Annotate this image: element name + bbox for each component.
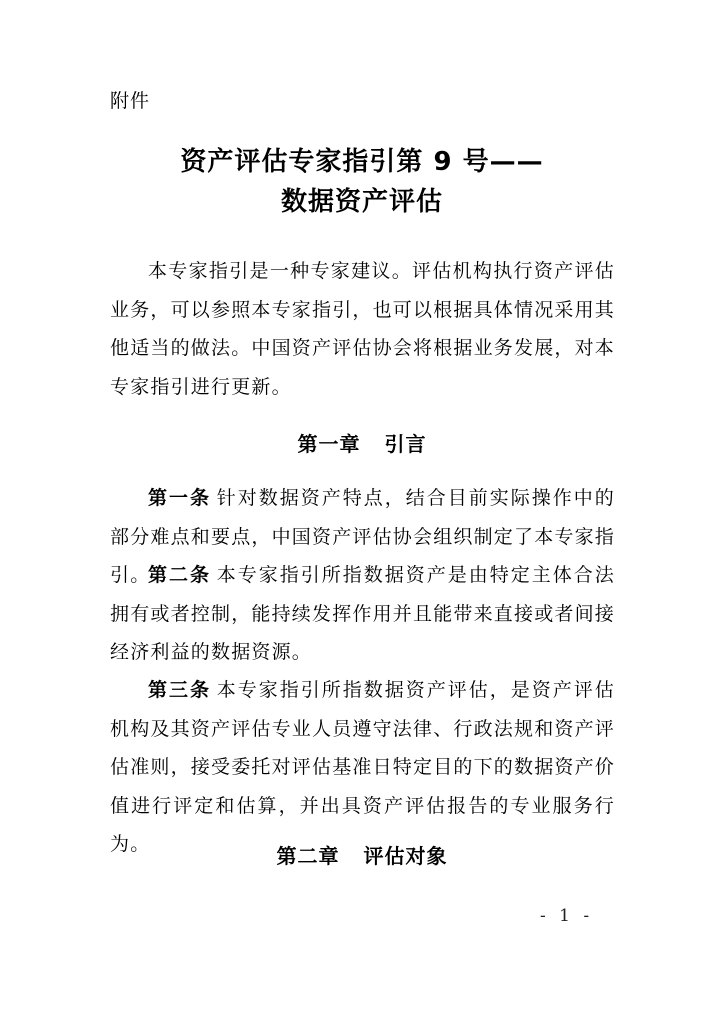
attachment-label: 附件: [110, 90, 151, 112]
article-3-number: 第三条: [148, 679, 211, 701]
article-2-number: 第二条: [148, 564, 211, 586]
article-1-text: 针对数据资产特点，结合目前实际操作中的部分难点和要点，中国资产评估协会组织制定了本专家指引。: [110, 487, 616, 586]
document-title-line-1: 资产评估专家指引第 9 号——: [180, 147, 544, 177]
chapter-1-number: 第一章: [297, 432, 361, 456]
preface-paragraph: 本专家指引是一种专家建议。评估机构执行资产评估业务，可以参照本专家指引，也可以根据具体情况采用其他适当的做法。中国资产评估协会将根据业务发展，对本专家指引进行更新。: [110, 260, 616, 398]
chapter-2-number: 第二章: [276, 844, 340, 868]
article-3: [110, 671, 615, 864]
article-2-text: 本专家指引所指数据资产是由特定主体合法拥有或者控制，能持续发挥作用并且能带来直接或者间接经济利益的数据资源。: [110, 564, 616, 663]
article-2: [110, 556, 615, 672]
chapter-2-heading: [0, 843, 724, 869]
chapter-1-name: 引言: [384, 432, 427, 456]
chapter-1-heading: [0, 431, 724, 457]
chapter-2-name: 评估对象: [363, 844, 448, 868]
article-1-number: 第一条: [148, 487, 211, 509]
article-3-text: 本专家指引所指数据资产评估，是资产评估机构及其资产评估专业人员遵守法律、行政法规和资产评估准则，接受委托对评估基准日特定目的下的数据资产价值进行评定和估算，并出具资产评估报告的专业服务行为。: [110, 679, 616, 855]
page-number: - 1 -: [540, 906, 594, 926]
document-title-line-2: 数据资产评估: [280, 187, 443, 217]
